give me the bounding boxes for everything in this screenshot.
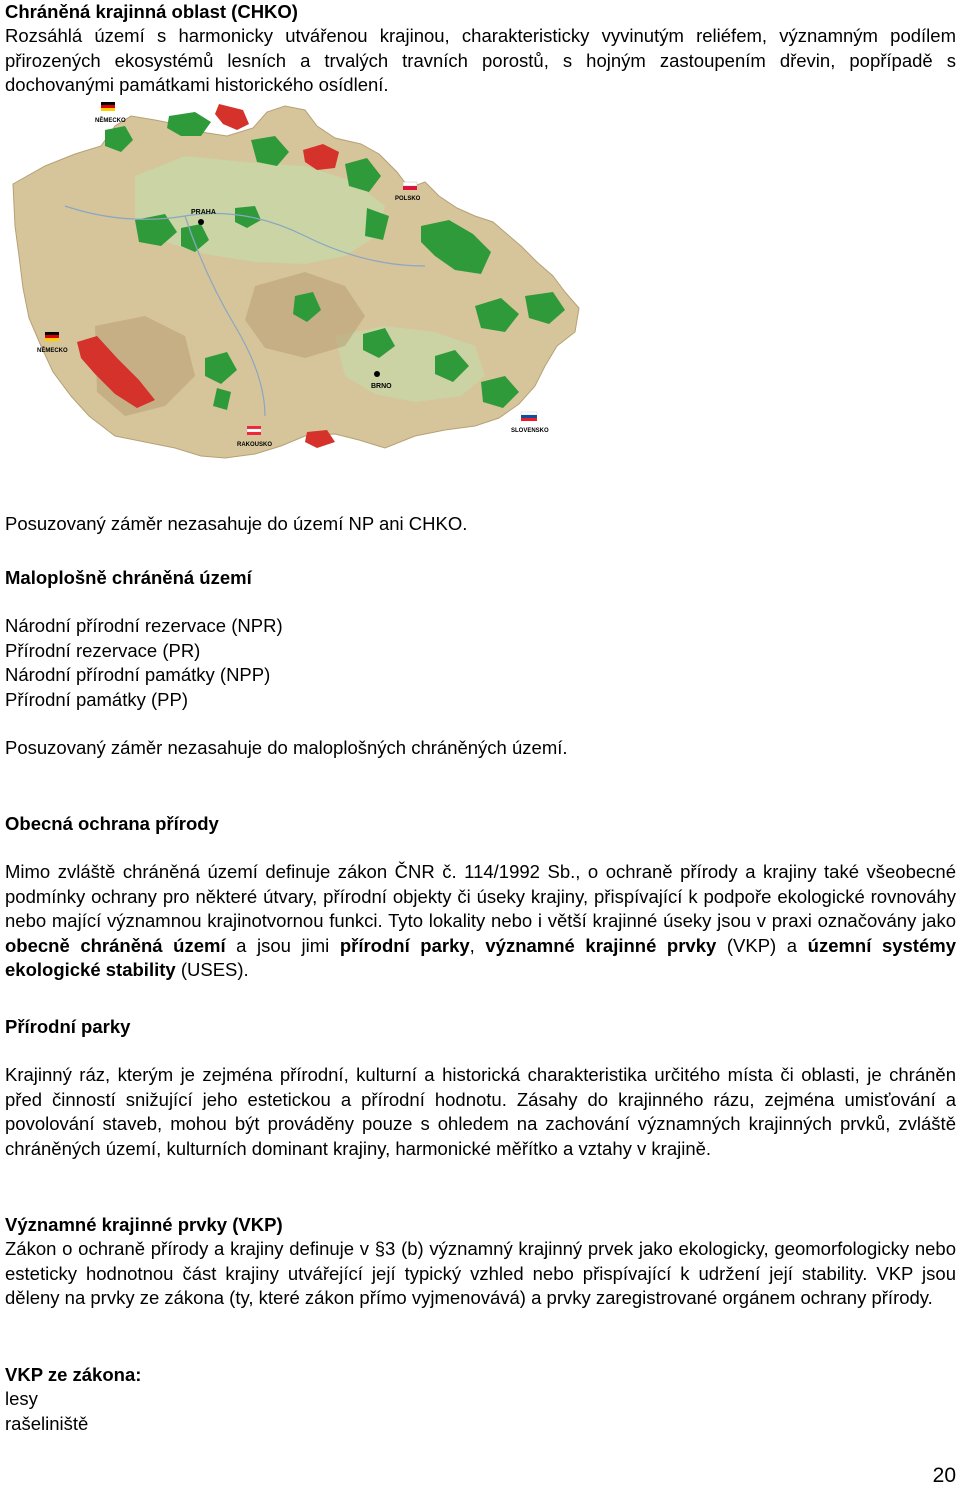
vkp-law-item: lesy [5, 1388, 38, 1410]
germany-flag-left-red [45, 335, 59, 338]
poland-flag [403, 182, 417, 186]
austria-flag-red2 [247, 432, 261, 435]
small-area-item: Národní přírodní památky (NPP) [5, 664, 271, 686]
slovakia-flag-red [521, 418, 537, 421]
germany-flag-top-red [101, 105, 115, 108]
vkp-heading: Významné krajinné prvky (VKP) [5, 1214, 283, 1235]
chko-text: Rozsáhlá území s harmonicky utvářenou krajinou, charakteristicky vyvinutým reliéfem, významným podílem přirozených ekosystémů lesních a trvalých travních porostů, s hojným zastoupením dřevin, popřípadě s dochovanými památkami historického osídlení. [5, 25, 956, 96]
slovakia-label: SLOVENSKO [511, 428, 549, 434]
small-areas-heading: Maloplošně chráněná území [5, 567, 252, 588]
general-text-part: (VKP) a [716, 934, 808, 956]
germany-top-label: NĚMECKO [95, 118, 126, 124]
np-statement: Posuzovaný záměr nezasahuje do území NP ani CHKO. [5, 513, 468, 534]
austria-flag [247, 426, 261, 429]
general-protection-section [5, 812, 956, 982]
chko-heading: Chráněná krajinná oblast (CHKO) [5, 1, 298, 22]
parks-heading: Přírodní parky [5, 1016, 131, 1037]
brno-dot [374, 371, 380, 377]
np-statement-block [5, 512, 956, 536]
vkp-text: Zákon o ochraně přírody a krajiny definuje v §3 (b) významný krajinný prvek jako ekologicky, geomorfologicky nebo esteticky hodnotnou část krajiny utvářející její typický vzhled nebo přispívající k udržení její stability. VKP jsou děleny na prvky ze zákona (ty, které zákon přímo vyjmenovává) a prvky zaregistrované orgánem ochrany přírody. [5, 1238, 956, 1309]
vkp-law-heading: VKP ze zákona: [5, 1364, 142, 1385]
germany-flag-left [45, 332, 59, 335]
np-area-1 [215, 104, 249, 130]
czech-protected-areas-map [5, 96, 585, 460]
praha-dot [198, 219, 204, 225]
austria-flag-white [247, 429, 261, 432]
vkp-law-section [5, 1363, 956, 1436]
page-number: 20 [932, 1463, 956, 1487]
brno-label: BRNO [371, 383, 392, 390]
small-area-item: Národní přírodní rezervace (NPR) [5, 615, 283, 637]
poland-flag-red [403, 186, 417, 190]
poland-label: POLSKO [395, 196, 421, 202]
general-bold-term: územní systémy ekologické stability [5, 934, 956, 981]
germany-flag-top-gold [101, 108, 115, 111]
small-areas-section [5, 566, 956, 760]
small-area-item: Přírodní památky (PP) [5, 688, 189, 710]
slovakia-flag [521, 412, 537, 415]
small-area-item: Přírodní rezervace (PR) [5, 639, 201, 661]
general-text-part: , [469, 934, 486, 956]
general-heading: Obecná ochrana přírody [5, 813, 219, 834]
general-text-part: (USES). [175, 959, 249, 981]
vkp-section [5, 1213, 956, 1311]
general-text-part: a jsou jimi [225, 934, 340, 956]
parks-text: Krajinný ráz, kterým je zejména přírodní, kulturní a historická charakteristika určitého místa či oblasti, je chráněn před činností snižující jeho estetickou a přírodní hodnotu. Zásahy do krajinného rázu, zejména umisťování a povolování staveb, mohou být prováděny pouze s ohledem na zachování významných krajinných prvků, zvláště chráněných území, kulturních dominant krajiny, harmonické měřítko a vztahy v krajině. [5, 1064, 956, 1159]
praha-label: PRAHA [191, 209, 216, 216]
parks-section [5, 1015, 956, 1161]
general-text-part: Mimo zvláště chráněná území definuje zákon ČNR č. 114/1992 Sb., o ochraně přírody a krajiny také všeobecné podmínky ochrany pro některé útvary, přírodní objekty či úseky krajiny, přispívající k podpoře ekologické rovnováhy nebo mající významnou krajinotvornou funkci. Tyto lokality nebo i větší krajinné úseky jsou v praxi označovány jako [5, 861, 956, 932]
germany-flag-left-gold [45, 338, 59, 341]
general-bold-term: významné krajinné prvky [485, 934, 717, 956]
chko-section [5, 0, 956, 98]
germany-flag-top [101, 102, 115, 105]
general-bold-term: přírodní parky [339, 934, 470, 956]
austria-label: RAKOUSKO [237, 442, 273, 448]
general-text [5, 860, 956, 982]
general-bold-term: obecně chráněná území [5, 934, 226, 956]
slovakia-flag-blue [521, 415, 537, 418]
vkp-law-item: rašeliniště [5, 1412, 89, 1434]
germany-left-label: NĚMECKO [37, 348, 68, 354]
small-areas-statement: Posuzovaný záměr nezasahuje do maloplošných chráněných území. [5, 737, 568, 759]
